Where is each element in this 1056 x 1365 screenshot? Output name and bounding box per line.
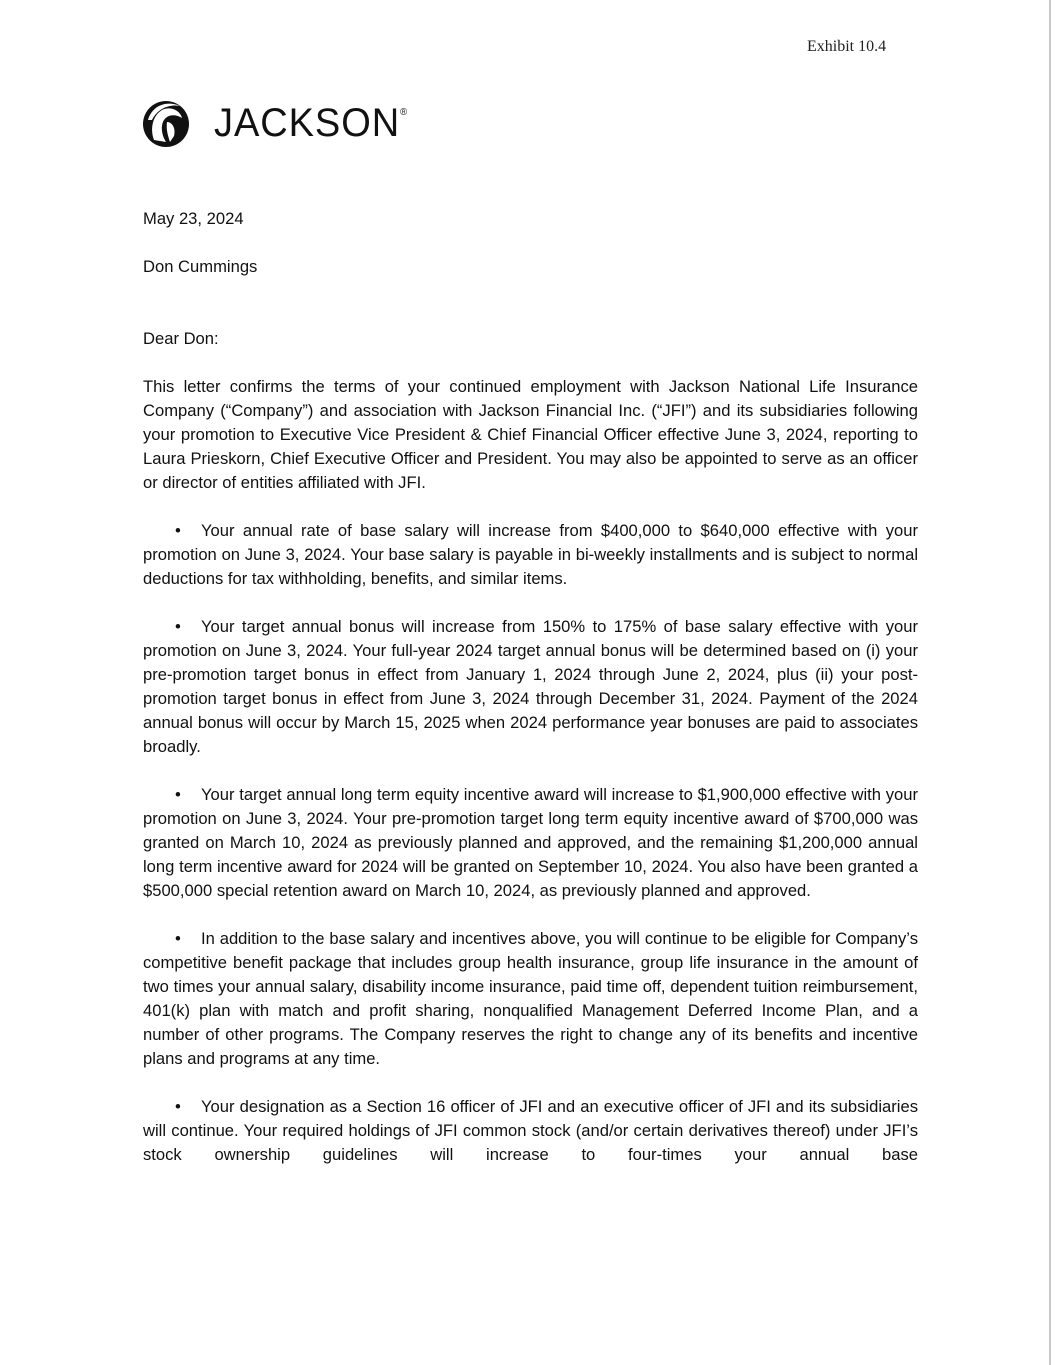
bullet-icon: • (175, 521, 181, 540)
intro-paragraph: This letter confirms the terms of your continued employment with Jackson National Life Insurance Company (“Company”) and association with Jackson Financial Inc. (“JFI”) and its subsidiaries following your promotion to Executive Vice President & Chief Financial Officer effective June 3, 2024, reporting to Laura Prieskorn, Chief Executive Officer and President. You may also be appointed to serve as an officer or director of entities affiliated with JFI. (143, 377, 918, 492)
bullet-icon: • (175, 785, 181, 804)
exhibit-label: Exhibit 10.4 (807, 38, 887, 55)
bullet-icon: • (175, 1097, 181, 1116)
letter-body (143, 207, 918, 1167)
horse-head-logo-icon (140, 96, 192, 150)
bullet-paragraph: • Your designation as a Section 16 officer of JFI and an executive officer of JFI and its subsidiaries will continue. Your required holdings of JFI common stock (and/or certain derivatives thereof) under JFI’s stock ownership guidelines will increase to four-times your annual base (143, 1097, 918, 1164)
company-name: JACKSON® (214, 100, 409, 145)
recipient-name: Don Cummings (143, 257, 258, 276)
bullet-paragraph: • In addition to the base salary and incentives above, you will continue to be eligible for Company’s competitive benefit package that includes group health insurance, group life insurance in the amount of two times your annual salary, disability income insurance, paid time off, dependent tuition reimbursement, 401(k) plan with match and profit sharing, nonqualified Management Deferred Income Plan, and a number of other programs. The Company reserves the right to change any of its benefits and incentive plans and programs at any time. (143, 929, 918, 1068)
scan-edge (1049, 0, 1051, 1365)
bullet-paragraph: • Your target annual long term equity incentive award will increase to $1,900,000 effective with your promotion on June 3, 2024. Your pre-promotion target long term equity incentive award of $700,000 was granted on March 10, 2024 as previously planned and approved, and the remaining $1,200,000 annual long term incentive award for 2024 will be granted on September 10, 2024. You also have been granted a $500,000 special retention award on March 10, 2024, as previously planned and approved. (143, 785, 918, 900)
company-logo (140, 96, 418, 150)
bullet-icon: • (175, 617, 181, 636)
bullet-paragraph: • Your target annual bonus will increase from 150% to 175% of base salary effective with your promotion on June 3, 2024. Your full-year 2024 target annual bonus will be determined based on (i) your pre-promotion target bonus in effect from January 1, 2024 through June 2, 2024, plus (ii) your post-promotion target bonus in effect from June 3, 2024 through December 31, 2024. Payment of the 2024 annual bonus will occur by March 15, 2025 when 2024 performance year bonuses are paid to associates broadly. (143, 617, 918, 756)
letter-date: May 23, 2024 (143, 209, 244, 228)
salutation: Dear Don: (143, 329, 219, 348)
bullet-paragraph: • Your annual rate of base salary will increase from $400,000 to $640,000 effective with your promotion on June 3, 2024. Your base salary is payable in bi-weekly installments and is subject to normal deductions for tax withholding, benefits, and similar items. (143, 521, 918, 588)
bullet-icon: • (175, 929, 181, 948)
